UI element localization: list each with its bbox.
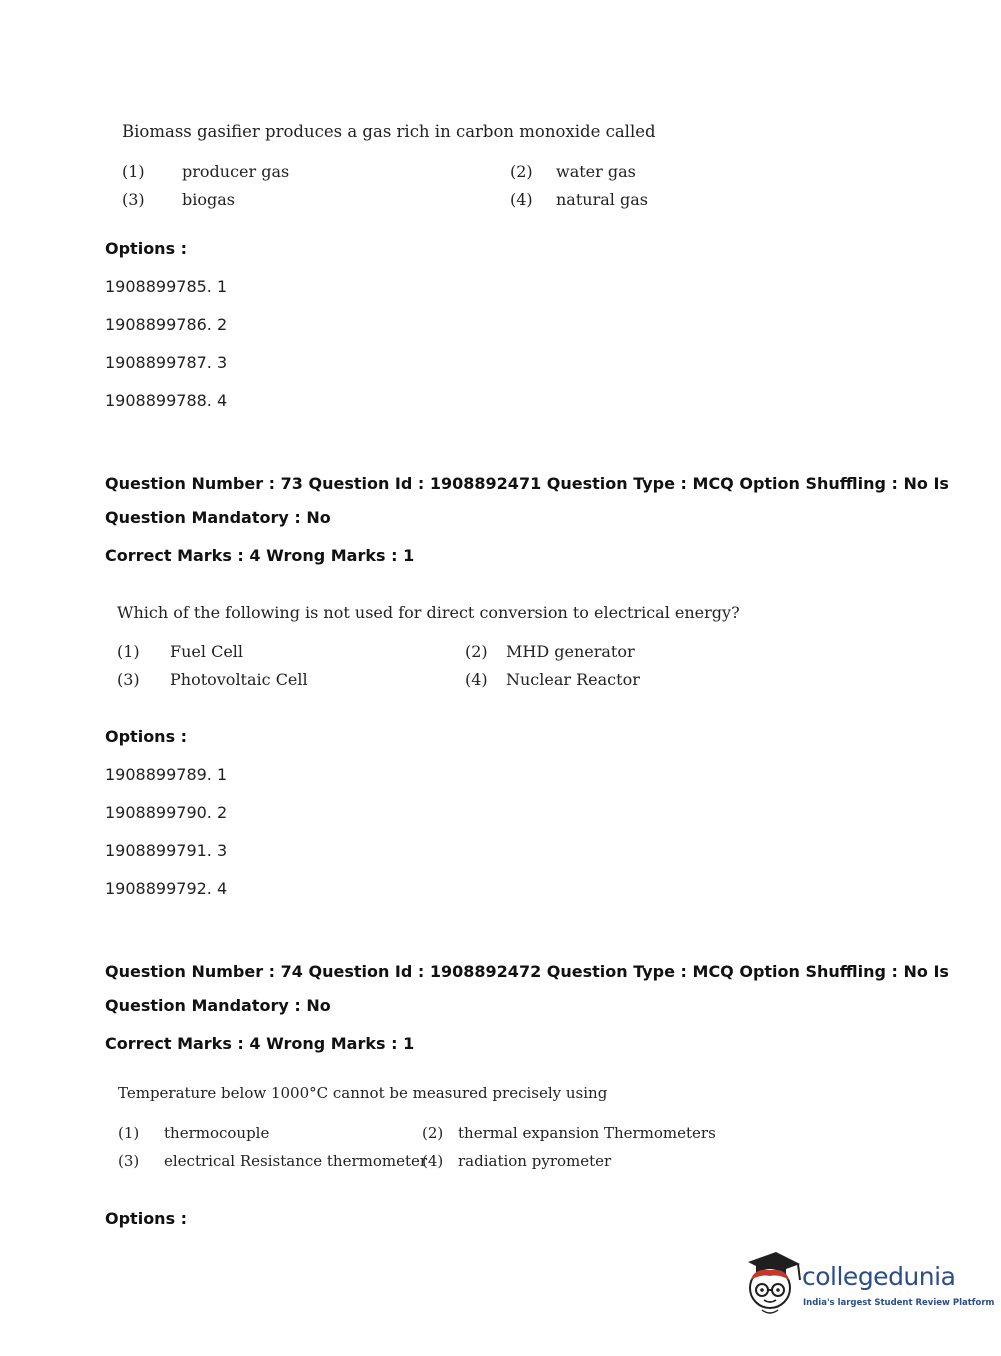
choice-1-num: (1) [118,1124,140,1142]
question-text: Which of the following is not used for direct conversion to electrical energy? [117,603,740,622]
option-id: 1908899791. 3 [105,841,228,860]
choice-1: (1) [122,162,145,181]
option-id: 1908899785. 1 [105,277,228,296]
choice-3-text: Photovoltaic Cell [170,670,308,689]
options-label: Options : [105,727,188,746]
option-id: 1908899786. 2 [105,315,228,334]
choice-4-num: (4) [510,190,533,209]
choice-1-text: Fuel Cell [170,642,244,661]
question-text: Biomass gasifier produces a gas rich in carbon monoxide called [122,122,656,141]
question-mandatory: Question Mandatory : No [105,996,331,1015]
collegedunia-logo [742,1248,995,1320]
question-text: Temperature below 1000°C cannot be measured precisely using [118,1084,608,1102]
choice-2-text: water gas [556,162,636,181]
question-header: Question Number : 73 Question Id : 1908892471 Question Type : MCQ Option Shuffling : No Is [105,474,949,493]
logo-tagline: India's largest Student Review Platform [803,1298,995,1308]
choice-4-text: Nuclear Reactor [506,670,640,689]
choice-2-num: (2) [465,642,488,661]
choice-2-num: (2) [510,162,533,181]
question-marks: Correct Marks : 4 Wrong Marks : 1 [105,1034,415,1053]
option-id: 1908899789. 1 [105,765,228,784]
choice-3-num: (3) [118,1152,140,1170]
choice-3-text: electrical Resistance thermometer [164,1152,428,1170]
options-label: Options : [105,239,188,258]
choice-3-num: (3) [122,190,145,209]
question-mandatory: Question Mandatory : No [105,508,331,527]
choice-1-text: thermocouple [164,1124,270,1142]
options-label: Options : [105,1209,188,1228]
question-marks: Correct Marks : 4 Wrong Marks : 1 [105,546,415,565]
logo-wordmark: collegedunia [802,1262,956,1291]
choice-4-text: natural gas [556,190,648,209]
choice-4-num: (4) [422,1152,444,1170]
choice-3-num: (3) [117,670,140,689]
option-id: 1908899788. 4 [105,391,228,410]
choice-2-text: thermal expansion Thermometers [458,1124,716,1142]
choice-4-text: radiation pyrometer [458,1152,612,1170]
option-id: 1908899790. 2 [105,803,228,822]
choice-3-text: biogas [182,190,235,209]
option-id: 1908899792. 4 [105,879,228,898]
choice-2-num: (2) [422,1124,444,1142]
choice-1-text: producer gas [182,162,290,181]
choice-1-num: (1) [117,642,140,661]
choice-2-text: MHD generator [506,642,635,661]
mascot-face-icon [742,1248,804,1318]
option-id: 1908899787. 3 [105,353,228,372]
question-header: Question Number : 74 Question Id : 1908892472 Question Type : MCQ Option Shuffling : No Is [105,962,949,981]
choice-4-num: (4) [465,670,488,689]
